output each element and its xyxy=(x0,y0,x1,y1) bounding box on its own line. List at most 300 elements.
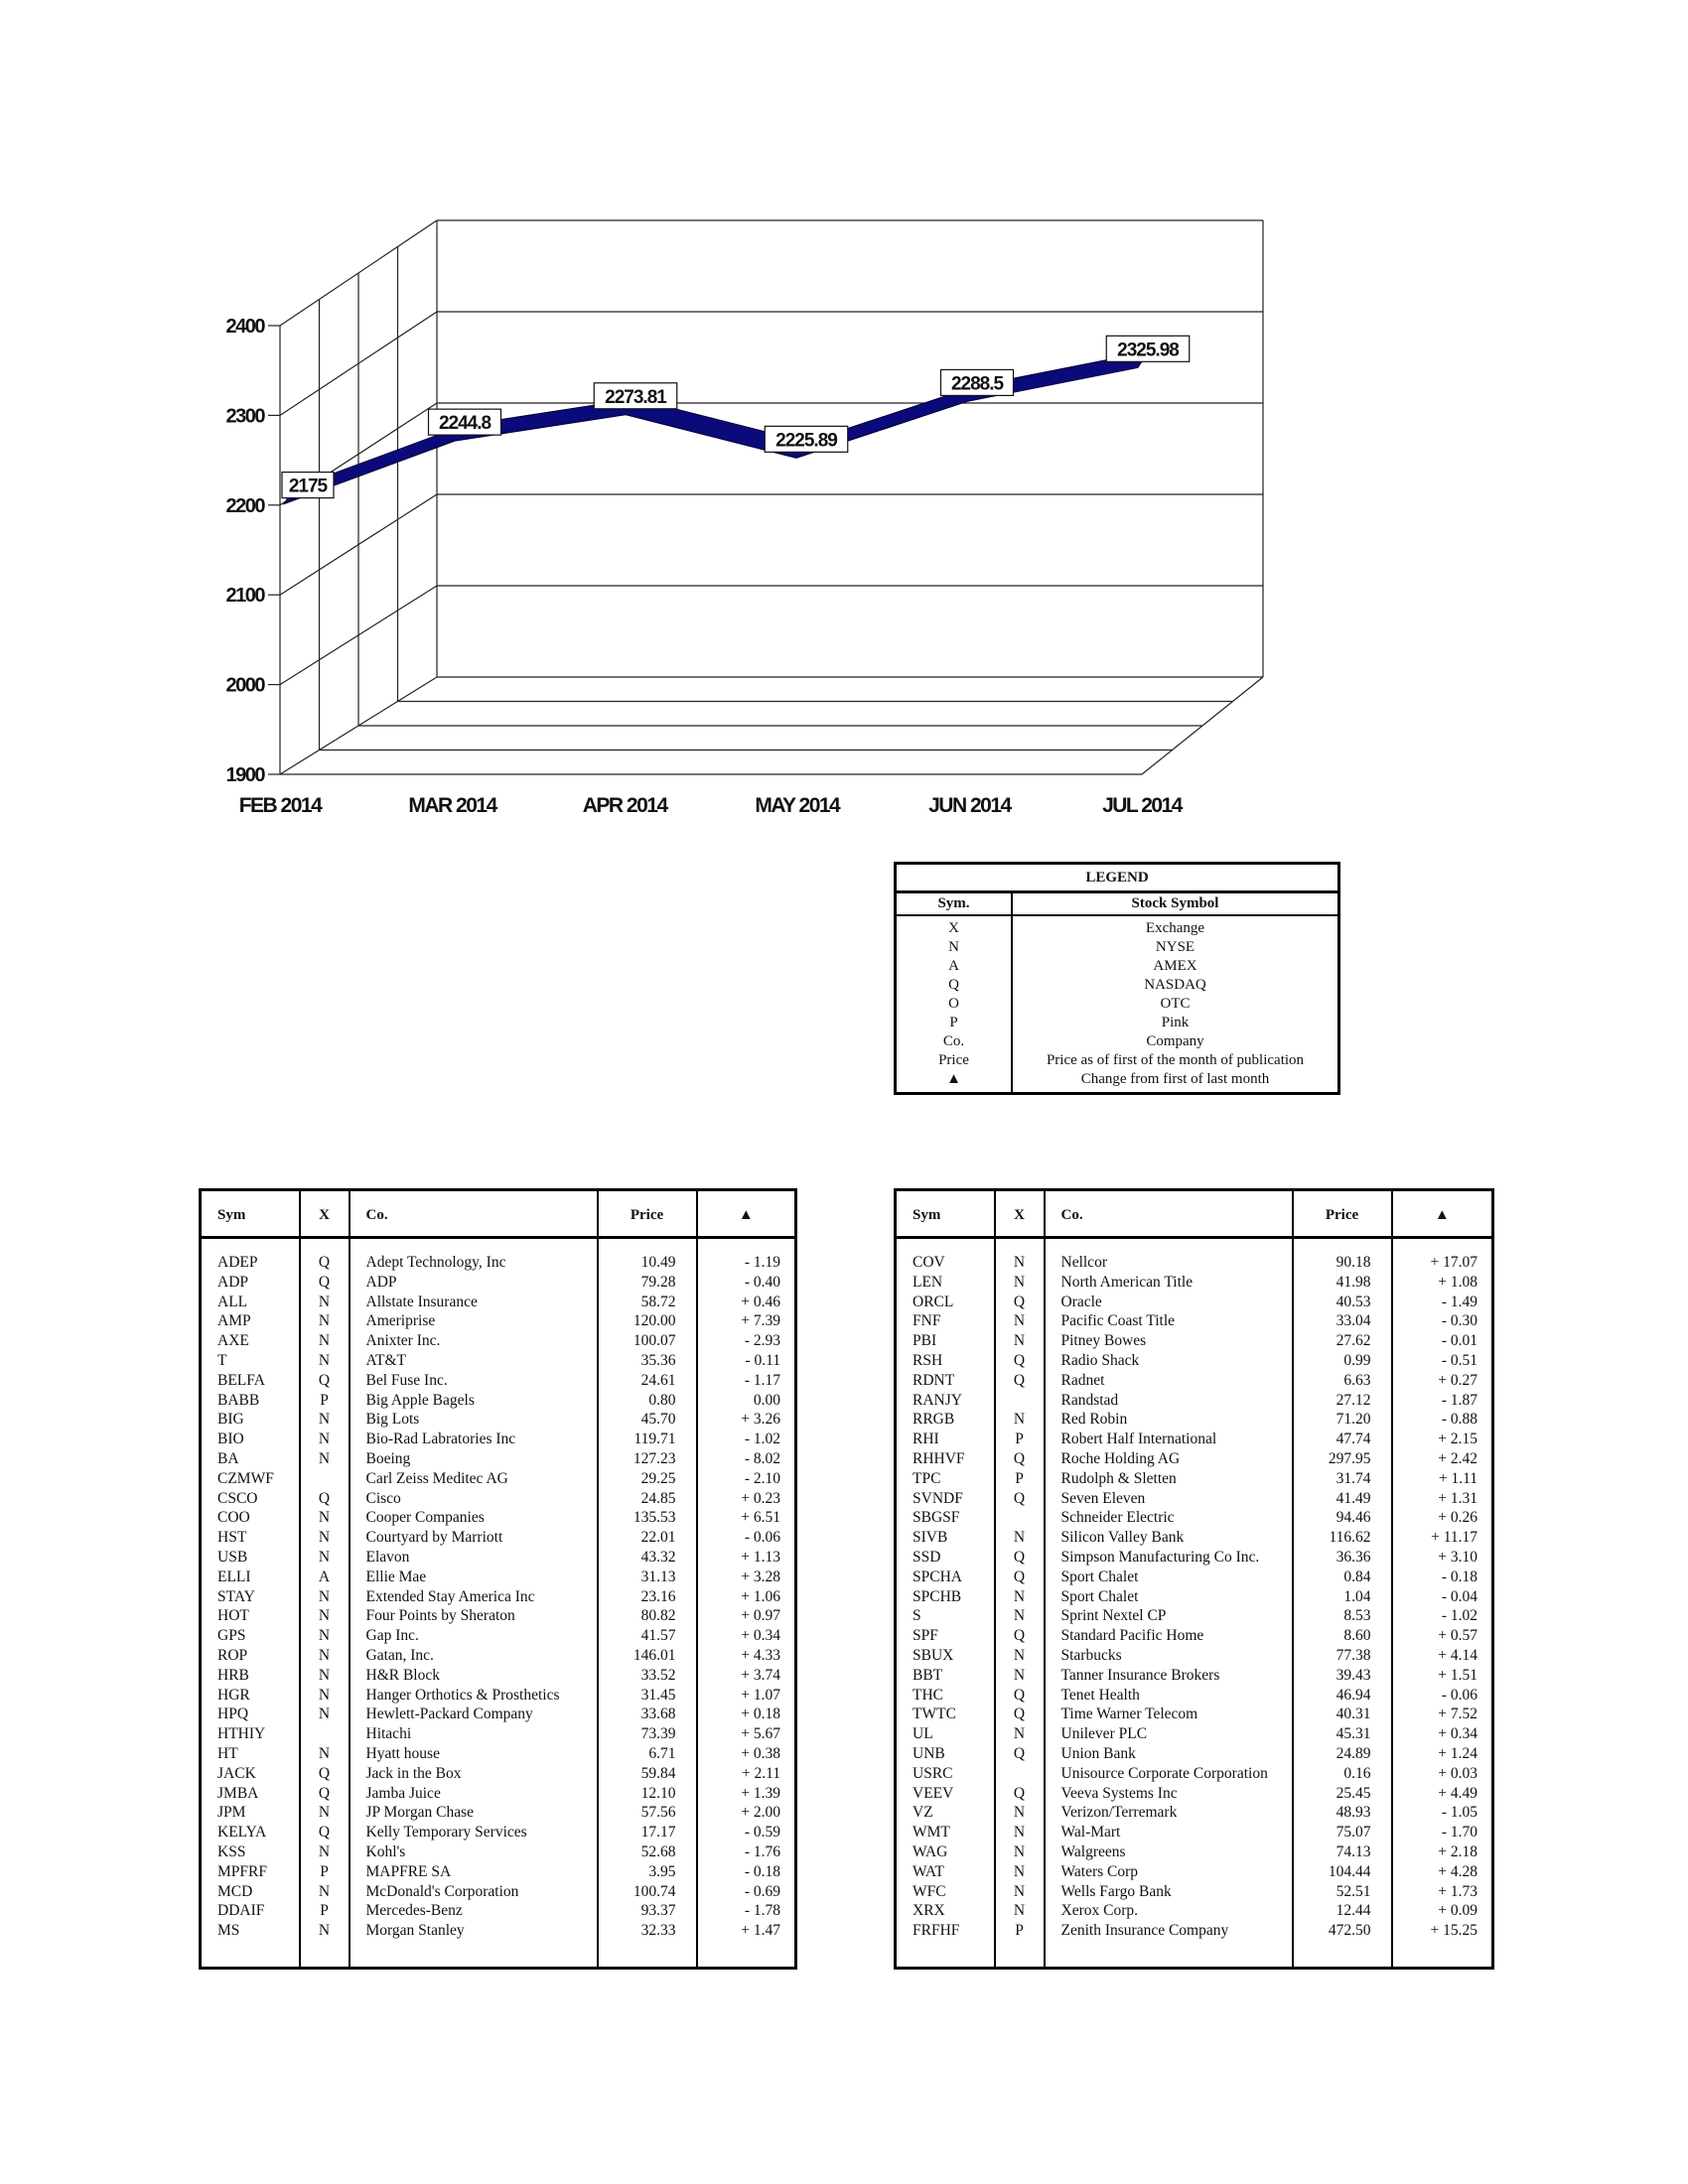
price-change: + 1.31 xyxy=(1438,1489,1477,1507)
company-name: ADP xyxy=(350,1273,598,1293)
table-row xyxy=(201,1489,796,1509)
legend-row xyxy=(896,1032,1339,1051)
stock-price: 39.43 xyxy=(1293,1666,1392,1686)
stock-symbol: WAT xyxy=(896,1862,995,1882)
table-row xyxy=(201,1587,796,1607)
price-change: - 0.30 xyxy=(1441,1312,1477,1330)
legend-row xyxy=(896,1070,1339,1094)
stock-price: 100.07 xyxy=(598,1331,697,1351)
price-change: + 1.13 xyxy=(741,1548,780,1566)
stock-symbol: MCD xyxy=(201,1882,300,1902)
legend-row xyxy=(896,957,1339,976)
table-row xyxy=(201,1273,796,1293)
legend-body xyxy=(896,915,1339,1094)
price-change: - 0.69 xyxy=(744,1882,780,1900)
company-name: Silicon Valley Bank xyxy=(1045,1528,1293,1548)
legend-row xyxy=(896,1051,1339,1070)
price-change: + 2.42 xyxy=(1438,1449,1477,1467)
stock-price: 74.13 xyxy=(1293,1843,1392,1862)
price-change: + 2.15 xyxy=(1438,1431,1477,1448)
table-row xyxy=(201,1508,796,1528)
stock-symbol: WAG xyxy=(896,1843,995,1862)
stock-symbol: PBI xyxy=(896,1331,995,1351)
table-row xyxy=(201,1449,796,1469)
legend-desc: Pink xyxy=(1161,1015,1190,1030)
legend-desc: Price as of first of the month of publication xyxy=(1046,1052,1305,1068)
stock-price: 41.98 xyxy=(1293,1273,1392,1293)
price-change: + 1.24 xyxy=(1438,1744,1477,1762)
stock-symbol: ADEP xyxy=(201,1238,300,1273)
table-row xyxy=(896,1273,1493,1293)
company-name: McDonald's Corporation xyxy=(350,1882,598,1902)
company-name: Red Robin xyxy=(1045,1410,1293,1430)
company-name: Boeing xyxy=(350,1449,598,1469)
stock-exchange xyxy=(995,1391,1045,1411)
y-tick-label: 2400 xyxy=(225,316,264,338)
data-label-text: 2175 xyxy=(288,476,328,497)
stock-exchange: N xyxy=(995,1666,1045,1686)
table-row xyxy=(896,1862,1493,1882)
stock-exchange: N xyxy=(995,1311,1045,1331)
price-change: - 0.04 xyxy=(1441,1587,1477,1605)
company-name: Schneider Electric xyxy=(1045,1508,1293,1528)
company-name: Hewlett-Packard Company xyxy=(350,1705,598,1724)
stock-exchange: N xyxy=(300,1606,350,1626)
stock-price: 472.50 xyxy=(1293,1921,1392,1968)
legend-desc: AMEX xyxy=(1153,958,1197,974)
price-change: - 0.88 xyxy=(1441,1411,1477,1429)
chart-labels xyxy=(226,316,1190,817)
table-row xyxy=(201,1430,796,1449)
stock-symbol: BIO xyxy=(201,1430,300,1449)
stock-symbol: ALL xyxy=(201,1293,300,1312)
stock-exchange: P xyxy=(995,1921,1045,1968)
price-change: - 1.87 xyxy=(1441,1391,1477,1409)
price-change: + 7.39 xyxy=(741,1312,780,1330)
stock-exchange: N xyxy=(995,1528,1045,1548)
stock-exchange: P xyxy=(300,1862,350,1882)
stock-symbol: BABB xyxy=(201,1391,300,1411)
stock-symbol: MS xyxy=(201,1921,300,1968)
price-change: + 3.10 xyxy=(1438,1548,1477,1566)
x-tick-label: MAR 2014 xyxy=(408,794,496,817)
company-name: Carl Zeiss Meditec AG xyxy=(350,1469,598,1489)
data-label xyxy=(765,426,848,452)
company-name: Sport Chalet xyxy=(1045,1587,1293,1607)
legend-col-desc-header: Stock Symbol xyxy=(1012,892,1339,916)
stock-price: 40.53 xyxy=(1293,1293,1392,1312)
company-name: Oracle xyxy=(1045,1293,1293,1312)
stock-symbol: LEN xyxy=(896,1273,995,1293)
company-name: Tanner Insurance Brokers xyxy=(1045,1666,1293,1686)
company-name: Time Warner Telecom xyxy=(1045,1705,1293,1724)
stock-price: 12.10 xyxy=(598,1784,697,1804)
stock-exchange: P xyxy=(300,1391,350,1411)
company-name: Adept Technology, Inc xyxy=(350,1238,598,1273)
stock-exchange: P xyxy=(995,1469,1045,1489)
company-name: Radio Shack xyxy=(1045,1351,1293,1371)
stock-price: 23.16 xyxy=(598,1587,697,1607)
price-change: + 1.06 xyxy=(741,1587,780,1605)
stock-exchange xyxy=(300,1724,350,1744)
y-tick-label: 2300 xyxy=(225,405,264,428)
legend-sym: Price xyxy=(896,1051,1013,1070)
table-row xyxy=(896,1606,1493,1626)
col-header-change: ▲ xyxy=(697,1190,796,1238)
stock-symbol: MPFRF xyxy=(201,1862,300,1882)
stock-symbol: UNB xyxy=(896,1744,995,1764)
company-name: MAPFRE SA xyxy=(350,1862,598,1882)
company-name: Standard Pacific Home xyxy=(1045,1626,1293,1646)
company-name: Pitney Bowes xyxy=(1045,1331,1293,1351)
table-row xyxy=(896,1311,1493,1331)
stock-price: 1.04 xyxy=(1293,1587,1392,1607)
stock-exchange: Q xyxy=(995,1371,1045,1391)
table-row xyxy=(896,1626,1493,1646)
price-change: + 1.47 xyxy=(741,1922,780,1940)
company-name: Sprint Nextel CP xyxy=(1045,1606,1293,1626)
price-change: + 0.57 xyxy=(1438,1627,1477,1645)
company-name: Allstate Insurance xyxy=(350,1293,598,1312)
col-header-company: Co. xyxy=(350,1190,598,1238)
price-change: + 2.18 xyxy=(1438,1843,1477,1860)
price-change: + 11.17 xyxy=(1431,1529,1477,1547)
legend-col-sym-header: Sym. xyxy=(896,892,1013,916)
stock-price: 73.39 xyxy=(598,1724,697,1744)
stock-price: 146.01 xyxy=(598,1646,697,1666)
table-row xyxy=(896,1724,1493,1744)
data-label xyxy=(941,369,1014,395)
company-name: Morgan Stanley xyxy=(350,1921,598,1968)
table-row xyxy=(201,1901,796,1921)
company-name: Mercedes-Benz xyxy=(350,1901,598,1921)
stock-symbol: DDAIF xyxy=(201,1901,300,1921)
stock-price: 0.80 xyxy=(598,1391,697,1411)
stock-exchange: N xyxy=(995,1331,1045,1351)
stock-exchange: N xyxy=(300,1882,350,1902)
price-change: + 4.28 xyxy=(1438,1862,1477,1880)
stock-symbol: AXE xyxy=(201,1331,300,1351)
company-name: Starbucks xyxy=(1045,1646,1293,1666)
table-row xyxy=(896,1843,1493,1862)
stock-price: 80.82 xyxy=(598,1606,697,1626)
stock-symbol: ELLI xyxy=(201,1568,300,1587)
company-name: Verizon/Terremark xyxy=(1045,1803,1293,1823)
stock-symbol: BELFA xyxy=(201,1371,300,1391)
company-name: Gap Inc. xyxy=(350,1626,598,1646)
stock-price: 48.93 xyxy=(1293,1803,1392,1823)
company-name: Sport Chalet xyxy=(1045,1568,1293,1587)
stock-price: 31.74 xyxy=(1293,1469,1392,1489)
price-change: - 2.10 xyxy=(744,1469,780,1487)
stock-exchange: N xyxy=(995,1646,1045,1666)
stock-exchange: Q xyxy=(300,1371,350,1391)
stock-exchange: N xyxy=(300,1686,350,1706)
stock-symbol: ORCL xyxy=(896,1293,995,1312)
stock-price: 3.95 xyxy=(598,1862,697,1882)
stock-exchange: N xyxy=(300,1528,350,1548)
price-change: + 1.51 xyxy=(1438,1666,1477,1684)
data-label-text: 2288.5 xyxy=(950,373,1004,395)
legend-sym: P xyxy=(896,1014,1013,1032)
stock-symbol: SBUX xyxy=(896,1646,995,1666)
company-name: North American Title xyxy=(1045,1273,1293,1293)
stock-price: 0.99 xyxy=(1293,1351,1392,1371)
stock-symbol: CZMWF xyxy=(201,1469,300,1489)
stock-exchange: N xyxy=(995,1901,1045,1921)
stock-symbol: FNF xyxy=(896,1311,995,1331)
stock-exchange: N xyxy=(300,1705,350,1724)
company-name: H&R Block xyxy=(350,1666,598,1686)
price-change: + 4.49 xyxy=(1438,1784,1477,1802)
stock-exchange: N xyxy=(995,1238,1045,1273)
company-name: Rudolph & Sletten xyxy=(1045,1469,1293,1489)
price-change: + 0.46 xyxy=(741,1293,780,1310)
company-name: Radnet xyxy=(1045,1371,1293,1391)
company-name: Anixter Inc. xyxy=(350,1331,598,1351)
stock-symbol: HGR xyxy=(201,1686,300,1706)
legend-sym: N xyxy=(896,938,1013,957)
stock-exchange: Q xyxy=(995,1568,1045,1587)
stock-price: 45.31 xyxy=(1293,1724,1392,1744)
stock-price: 120.00 xyxy=(598,1311,697,1331)
y-tick-label: 2100 xyxy=(225,585,264,608)
table-row xyxy=(896,1764,1493,1784)
stock-exchange: P xyxy=(300,1901,350,1921)
stock-symbol: SSD xyxy=(896,1548,995,1568)
stock-exchange: N xyxy=(300,1430,350,1449)
stock-exchange: N xyxy=(300,1311,350,1331)
table-row xyxy=(896,1568,1493,1587)
table-row xyxy=(896,1921,1493,1968)
table-row xyxy=(201,1646,796,1666)
table-row xyxy=(201,1862,796,1882)
table-row xyxy=(201,1626,796,1646)
stock-price: 52.68 xyxy=(598,1843,697,1862)
stock-symbol: RSH xyxy=(896,1351,995,1371)
company-name: Zenith Insurance Company xyxy=(1045,1921,1293,1968)
price-change: - 0.06 xyxy=(1441,1686,1477,1704)
price-change: - 0.18 xyxy=(1441,1568,1477,1585)
stock-exchange: Q xyxy=(300,1273,350,1293)
company-name: Elavon xyxy=(350,1548,598,1568)
table-row xyxy=(201,1882,796,1902)
stock-exchange: N xyxy=(995,1724,1045,1744)
stock-symbol: BA xyxy=(201,1449,300,1469)
data-label xyxy=(1106,336,1190,361)
stock-exchange: N xyxy=(995,1862,1045,1882)
price-change: + 6.51 xyxy=(741,1509,780,1527)
stock-price: 22.01 xyxy=(598,1528,697,1548)
price-change: - 0.06 xyxy=(744,1529,780,1547)
legend-sym: ▲ xyxy=(896,1070,1013,1094)
price-change: + 0.34 xyxy=(1438,1725,1477,1743)
price-change: + 0.26 xyxy=(1438,1509,1477,1527)
table-row xyxy=(201,1744,796,1764)
table-row xyxy=(896,1293,1493,1312)
price-change: - 1.02 xyxy=(744,1431,780,1448)
stock-symbol: COO xyxy=(201,1508,300,1528)
stock-symbol: VZ xyxy=(896,1803,995,1823)
stock-symbol: HPQ xyxy=(201,1705,300,1724)
stock-price: 24.61 xyxy=(598,1371,697,1391)
price-change: + 0.34 xyxy=(741,1627,780,1645)
table-row xyxy=(896,1449,1493,1469)
company-name: Xerox Corp. xyxy=(1045,1901,1293,1921)
stock-symbol: COV xyxy=(896,1238,995,1273)
stock-symbol: RDNT xyxy=(896,1371,995,1391)
table-row xyxy=(896,1548,1493,1568)
stock-symbol: SPCHA xyxy=(896,1568,995,1587)
company-name: Unilever PLC xyxy=(1045,1724,1293,1744)
price-change: 0.00 xyxy=(753,1391,780,1409)
stock-exchange: N xyxy=(300,1331,350,1351)
stock-symbol: RANJY xyxy=(896,1391,995,1411)
company-name: Tenet Health xyxy=(1045,1686,1293,1706)
company-name: Hitachi xyxy=(350,1724,598,1744)
table-row xyxy=(201,1606,796,1626)
price-change: - 0.51 xyxy=(1441,1351,1477,1369)
stock-symbol: STAY xyxy=(201,1587,300,1607)
company-name: Waters Corp xyxy=(1045,1862,1293,1882)
stock-exchange: N xyxy=(300,1508,350,1528)
table-row xyxy=(201,1823,796,1843)
price-change: - 1.78 xyxy=(744,1902,780,1920)
stock-symbol: S xyxy=(896,1606,995,1626)
stock-exchange: Q xyxy=(300,1238,350,1273)
price-change: + 1.08 xyxy=(1438,1273,1477,1291)
price-change: + 2.00 xyxy=(741,1804,780,1822)
stock-exchange: Q xyxy=(300,1489,350,1509)
table-row xyxy=(896,1587,1493,1607)
price-change: + 5.67 xyxy=(741,1725,780,1743)
table-row xyxy=(896,1489,1493,1509)
stock-price: 29.25 xyxy=(598,1469,697,1489)
stock-symbol: SPCHB xyxy=(896,1587,995,1607)
company-name: Four Points by Sheraton xyxy=(350,1606,598,1626)
stock-price: 31.45 xyxy=(598,1686,697,1706)
table-row xyxy=(201,1469,796,1489)
table-row xyxy=(201,1293,796,1312)
table-row xyxy=(201,1528,796,1548)
legend-desc: Exchange xyxy=(1145,920,1205,936)
price-change: + 0.09 xyxy=(1438,1902,1477,1920)
table-row xyxy=(896,1705,1493,1724)
company-name: Cisco xyxy=(350,1489,598,1509)
table-row xyxy=(896,1331,1493,1351)
stock-exchange: Q xyxy=(995,1626,1045,1646)
price-change: + 0.27 xyxy=(1438,1371,1477,1389)
stock-price: 135.53 xyxy=(598,1508,697,1528)
company-name: AT&T xyxy=(350,1351,598,1371)
company-name: Kelly Temporary Services xyxy=(350,1823,598,1843)
company-name: Veeva Systems Inc xyxy=(1045,1784,1293,1804)
legend-desc: NASDAQ xyxy=(1144,977,1206,993)
company-name: Jamba Juice xyxy=(350,1784,598,1804)
legend-desc: Change from first of last month xyxy=(1080,1071,1270,1087)
price-change: - 1.49 xyxy=(1441,1293,1477,1310)
company-name: Bel Fuse Inc. xyxy=(350,1371,598,1391)
stock-exchange: N xyxy=(995,1587,1045,1607)
company-name: Hanger Orthotics & Prosthetics xyxy=(350,1686,598,1706)
stock-price: 45.70 xyxy=(598,1410,697,1430)
stock-symbol: WMT xyxy=(896,1823,995,1843)
stock-price: 127.23 xyxy=(598,1449,697,1469)
table-row xyxy=(201,1311,796,1331)
company-name: Courtyard by Marriott xyxy=(350,1528,598,1548)
price-change: - 1.70 xyxy=(1441,1824,1477,1842)
stock-table-left xyxy=(199,1188,797,1970)
company-name: Big Lots xyxy=(350,1410,598,1430)
company-name: JP Morgan Chase xyxy=(350,1803,598,1823)
stock-symbol: HST xyxy=(201,1528,300,1548)
table-row xyxy=(896,1238,1493,1273)
stock-price: 35.36 xyxy=(598,1351,697,1371)
x-tick-label: FEB 2014 xyxy=(238,794,322,817)
price-change: + 0.38 xyxy=(741,1744,780,1762)
company-name: Nellcor xyxy=(1045,1238,1293,1273)
table-row xyxy=(201,1371,796,1391)
table-row xyxy=(201,1843,796,1862)
stock-exchange: N xyxy=(300,1587,350,1607)
stock-symbol: USB xyxy=(201,1548,300,1568)
stock-symbol: ROP xyxy=(201,1646,300,1666)
stock-symbol: CSCO xyxy=(201,1489,300,1509)
stock-symbol: JPM xyxy=(201,1803,300,1823)
price-change: + 0.23 xyxy=(741,1489,780,1507)
price-change: - 1.05 xyxy=(1441,1804,1477,1822)
stock-table-left-body xyxy=(201,1238,796,1969)
price-change: - 0.01 xyxy=(1441,1332,1477,1350)
stock-exchange: N xyxy=(300,1921,350,1968)
stock-price: 33.52 xyxy=(598,1666,697,1686)
table-row xyxy=(201,1351,796,1371)
legend-desc: Company xyxy=(1146,1033,1204,1049)
stock-symbol: RHI xyxy=(896,1430,995,1449)
stock-price: 40.31 xyxy=(1293,1705,1392,1724)
x-tick-label: APR 2014 xyxy=(582,794,667,817)
table-row xyxy=(201,1686,796,1706)
legend-table xyxy=(894,862,1340,1095)
stock-symbol: T xyxy=(201,1351,300,1371)
stock-price: 90.18 xyxy=(1293,1238,1392,1273)
table-row xyxy=(896,1744,1493,1764)
stock-price: 17.17 xyxy=(598,1823,697,1843)
price-change: - 1.76 xyxy=(744,1843,780,1860)
company-name: Robert Half International xyxy=(1045,1430,1293,1449)
legend-sym: A xyxy=(896,957,1013,976)
price-change: + 7.52 xyxy=(1438,1706,1477,1723)
price-change: - 1.02 xyxy=(1441,1607,1477,1625)
legend-sym: X xyxy=(896,915,1013,938)
stock-exchange: N xyxy=(995,1273,1045,1293)
price-change: - 0.11 xyxy=(745,1351,780,1369)
table-row xyxy=(201,1331,796,1351)
stock-exchange: Q xyxy=(300,1823,350,1843)
price-change: + 1.11 xyxy=(1438,1469,1477,1487)
price-change: - 8.02 xyxy=(744,1449,780,1467)
legend-desc: NYSE xyxy=(1155,939,1196,955)
company-name: Walgreens xyxy=(1045,1843,1293,1862)
stock-price: 59.84 xyxy=(598,1764,697,1784)
stock-exchange: Q xyxy=(995,1293,1045,1312)
legend-desc: OTC xyxy=(1160,996,1191,1012)
stock-price: 27.62 xyxy=(1293,1331,1392,1351)
legend-row xyxy=(896,938,1339,957)
chart-ribbon xyxy=(284,351,1148,503)
stock-price: 6.71 xyxy=(598,1744,697,1764)
chart-frame xyxy=(268,220,1263,774)
